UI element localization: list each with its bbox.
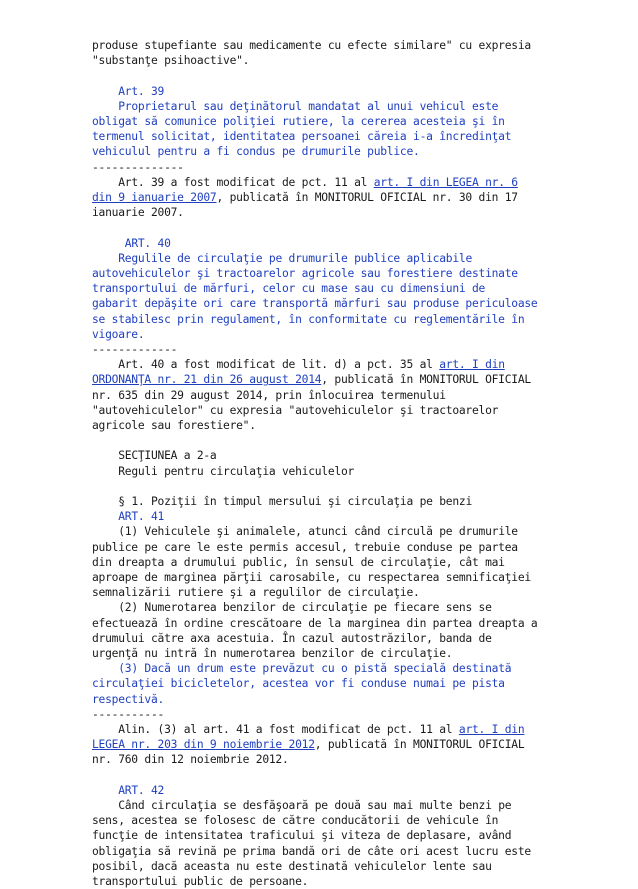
art40-note-pre: Art. 40 a fost modificat de lit. d) a pct. 35 al — [92, 358, 440, 372]
art41-note — [92, 722, 604, 768]
art40-heading: ART. 40 — [92, 236, 171, 250]
art41-heading: ART. 41 — [92, 510, 165, 524]
art40-body: Regulile de circulaţie pe drumurile publice aplicabile autovehiculelor şi tractoarelor agricole sau forestiere destinate transportului de mărfuri, celor cu mase sau cu dimensiuni de gabarit depăşite ori care transportă mărfuri sau produse periculoase se stabilesc prin regulament, în conformitate cu reglementările în vigoare. — [92, 251, 538, 341]
art39-heading: Art. 39 — [92, 84, 165, 98]
art41-paragraph-1: (1) Vehiculele şi animalele, atunci când circulă pe drumurile publice pe care le este permis accesul, trebuie conduse pe partea din dreapta a drumului public, în sensul de circulaţie, cât mai aproape de marginea părţii carosabile, cu respectarea semnificaţiei semnalizării rutiere şi a regulilor de circulaţie. — [92, 525, 531, 600]
art39-body: Proprietarul sau deţinătorul mandatat al unui vehicul este obligat să comunice poliţiei rutiere, la cererea acesteia şi în termenul solicitat, identitatea persoanei căreia i-a încredinţat vehiculul pentru a fi condus pe drumurile publice. — [92, 99, 512, 159]
art39-note-pre: Art. 39 a fost modificat de pct. 11 al — [92, 175, 374, 189]
art40-separator: ------------- — [92, 343, 178, 357]
art39-note — [92, 175, 604, 221]
lead-text: produse stupefiante sau medicamente cu efecte similare" cu expresia "substanţe psihoactive". — [92, 39, 531, 68]
art42-heading: ART. 42 — [92, 783, 165, 797]
art41-paragraph-2: (2) Numerotarea benzilor de circulaţie pe fiecare sens se efectuează în ordine crescătoare de la marginea din partea dreapta a drumului către axa acestuia. În cazul autostrăzilor, banda de urgenţă nu intră în numerotarea benzilor de circulaţie. — [92, 601, 538, 661]
section-subtitle: Reguli pentru circulaţia vehiculelor — [92, 464, 355, 478]
art41-paragraph-3: (3) Dacă un drum este prevăzut cu o pistă specială destinată circulaţiei bicicletelor, acestea vor fi conduse numai pe pista respectivă. — [92, 662, 512, 706]
art41-note-post: , publicată în MONITORUL OFICIAL nr. 760 din 12 noiembrie 2012. — [92, 738, 525, 767]
art40-note — [92, 357, 604, 433]
document-body — [92, 38, 604, 889]
art40-ordinance-link[interactable]: art. I din ORDONANŢA nr. 21 din 26 august 2014 — [92, 358, 505, 387]
art41-separator: ----------- — [92, 707, 165, 721]
section-paragraph-title: § 1. Poziţii în timpul mersului şi circulaţia pe benzi — [92, 495, 472, 509]
art40-note-post: , publicată în MONITORUL OFICIAL nr. 635 din 29 august 2014, prin înlocuirea termenului "autovehiculelor" cu expresia "autovehiculelor şi tractoarelor agricole sau forestiere". — [92, 373, 531, 433]
art41-note-pre: Alin. (3) al art. 41 a fost modificat de pct. 11 al — [92, 723, 459, 737]
art41-law-link[interactable]: art. I din LEGEA nr. 203 din 9 noiembrie 2012 — [92, 723, 525, 752]
art39-separator: -------------- — [92, 160, 184, 174]
art39-law-link[interactable]: art. I din LEGEA nr. 6 din 9 ianuarie 2007 — [92, 175, 518, 205]
section-title: SECŢIUNEA a 2-a — [92, 449, 217, 463]
art42-body: Când circulaţia se desfăşoară pe două sau mai multe benzi pe sens, acestea se folosesc de către conducătorii de vehicule în funcţie de intensitatea traficului şi viteza de deplasare, având obligaţia să revină pe prima bandă ori de câte ori acest lucru este posibil, dacă aceasta nu este destinată vehiculelor lente sau transportului public de persoane. — [92, 799, 531, 889]
art39-note-post: , publicată în MONITORUL OFICIAL nr. 30 din 17 ianuarie 2007. — [92, 191, 518, 220]
